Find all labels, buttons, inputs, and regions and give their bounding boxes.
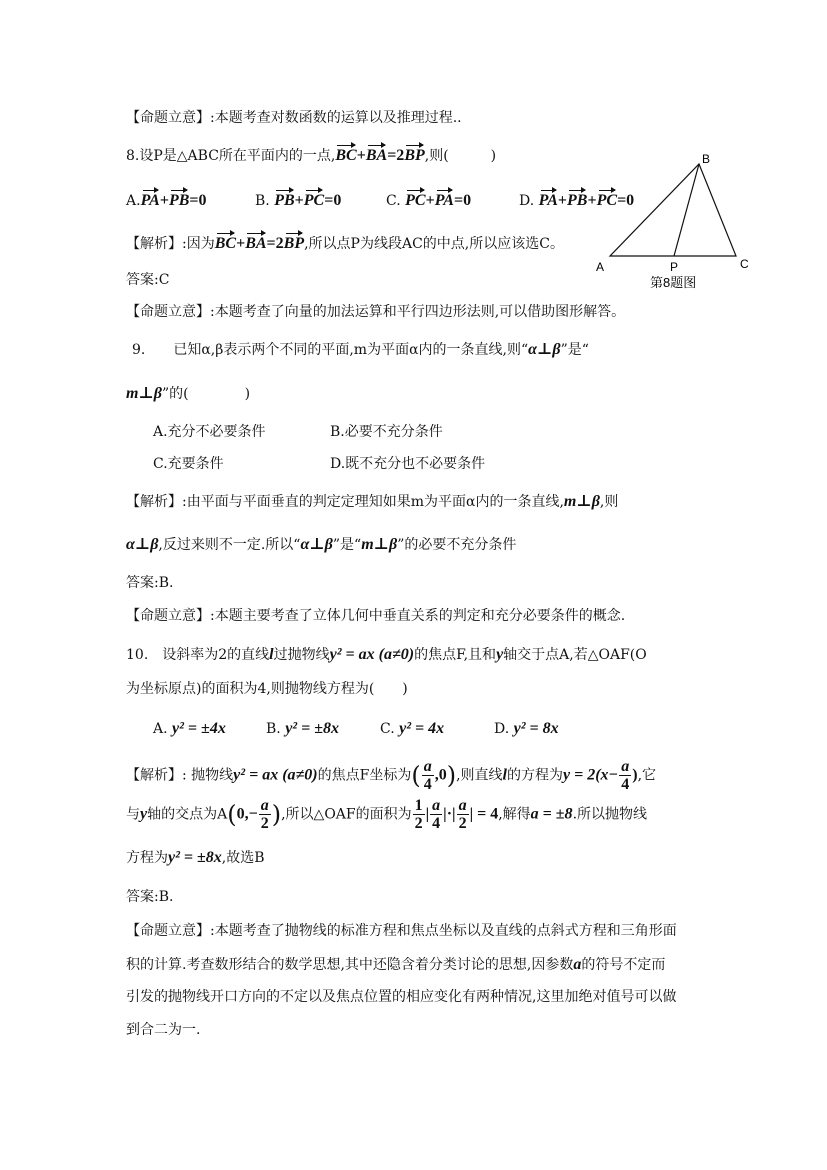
a-value: a = ±8 xyxy=(530,805,573,823)
line-equation: y = 2(x− xyxy=(563,766,619,784)
m-perp-beta: m⊥β xyxy=(361,536,398,553)
label-p: P xyxy=(670,260,679,274)
figure-caption: 第8题图 xyxy=(650,275,697,290)
option-d-equation: y² = 8x xyxy=(513,720,559,737)
solution-text: ,所以△OAF的面积为 xyxy=(281,806,412,823)
q9-stem-text: 9. 已知α,β表示两个不同的平面,m为平面α内的一条直线,则“ xyxy=(132,342,529,358)
question-9-stem-line1 xyxy=(132,340,589,360)
q8-prefix: 8.设P是△ABC所在平面内的一点, xyxy=(126,148,336,164)
question-10-intent-line3: 引发的抛物线开口方向的不定以及焦点位置的相应变化有两种情况,这里加绝对值号可以做 xyxy=(126,989,677,1005)
question-10-intent-line4: 到合二为一. xyxy=(126,1022,201,1038)
numerator: a xyxy=(621,758,630,775)
question-10-solution-line1 xyxy=(126,758,656,793)
label-b: B xyxy=(702,152,711,166)
solution-text: 的焦点F坐标为 xyxy=(317,767,412,784)
solution-text: 的方程为 xyxy=(507,767,563,784)
question-10-answer: 答案:B. xyxy=(126,889,174,905)
option-b-label: B. xyxy=(255,193,270,209)
frac-a-over-2 xyxy=(259,797,271,832)
m-perp-beta: m⊥β xyxy=(563,493,600,510)
vector-ba: BA xyxy=(245,235,267,252)
question-9-intent: 【命题立意】:本题主要考查了立体几何中垂直关系的判定和充分必要条件的概念. xyxy=(126,608,626,624)
vector-pb: PB xyxy=(567,192,588,209)
plus-sign: + xyxy=(356,147,366,164)
m-perp-beta: m⊥β xyxy=(126,385,162,402)
question-8-option-a xyxy=(126,191,207,211)
question-8-solution xyxy=(126,234,564,254)
question-8-intent: 【命题立意】:本题考查了向量的加法运算和平行四边形法则,可以借助图形解答。 xyxy=(126,304,626,320)
question-8-answer: 答案:C xyxy=(126,272,170,288)
parabola-result: y² = ±8x xyxy=(168,849,222,866)
parabola-equation: y² = ax (a≠0) xyxy=(233,766,318,784)
solution-text: 【解析】:由平面与平面垂直的判定定理知如果m为平面α内的一条直线, xyxy=(126,494,564,510)
plus-sign: + xyxy=(236,235,246,252)
denominator: 2 xyxy=(260,815,269,832)
plus-sign: + xyxy=(587,192,597,209)
triangle-abc xyxy=(610,164,736,256)
label-a: A xyxy=(596,260,605,274)
y-axis-var: y xyxy=(140,805,148,823)
equals-zero: =0 xyxy=(453,192,472,209)
question-8-option-b xyxy=(255,191,341,211)
option-c-label: C. xyxy=(380,721,395,737)
alpha-perp-beta: α⊥β xyxy=(300,536,333,553)
vector-pc: PC xyxy=(596,192,618,209)
denominator: 2 xyxy=(414,815,423,832)
solution-text: ,反过来则不一定.所以“ xyxy=(158,537,301,553)
coord-tail: ,0 xyxy=(434,766,447,784)
denominator: 2 xyxy=(458,815,467,832)
plus-sign: + xyxy=(557,192,568,209)
label-c: C xyxy=(740,257,749,271)
question-10-option-c xyxy=(380,719,444,739)
q8-suffix: ,则( ) xyxy=(424,148,497,164)
question-10-solution-line3 xyxy=(126,848,265,868)
question-8-stem xyxy=(126,146,496,166)
alpha-perp-beta: α⊥β xyxy=(528,341,561,358)
option-c-equation: y² = 4x xyxy=(399,720,445,737)
q10-stem-text: 的焦点F,且和 xyxy=(414,647,497,663)
equals-2: =2 xyxy=(387,147,405,164)
solution-text: 与 xyxy=(126,806,140,823)
frac-a-over-4 xyxy=(430,797,442,832)
solution-text: ”的必要不充分条件 xyxy=(397,537,517,553)
question-10-option-d xyxy=(494,719,559,739)
vector-bp: BP xyxy=(283,235,305,252)
plus-sign: + xyxy=(294,192,304,209)
solution-text: 轴的交点为A xyxy=(147,806,228,823)
line-l: l xyxy=(269,646,274,663)
equals-zero: =0 xyxy=(617,192,635,209)
question-9-solution-line1 xyxy=(126,492,618,512)
option-b-label: B. xyxy=(266,721,281,737)
q10-stem-text: 轴交于点A,若△OAF(O xyxy=(503,647,647,663)
paren: ( xyxy=(227,800,237,829)
intent-text: 的符号不定而 xyxy=(581,957,666,973)
question-10-solution-line2 xyxy=(126,797,647,832)
alpha-perp-beta: α⊥β xyxy=(126,536,159,553)
question-10-intent-line2 xyxy=(126,955,665,975)
question-10-option-a xyxy=(153,719,226,739)
question-9-option-a: A.充分不必要条件 xyxy=(153,424,266,440)
question-9-stem-line2 xyxy=(126,384,250,404)
q9-stem-text: ”的( ) xyxy=(162,386,251,402)
option-a-label: A. xyxy=(126,193,141,209)
vector-pa: PA xyxy=(140,192,160,209)
question-8-option-c xyxy=(386,191,471,211)
denominator: 4 xyxy=(423,776,432,793)
option-d-label: D. xyxy=(494,721,510,737)
option-a-label: A. xyxy=(153,721,168,737)
intent-text: 积的计算.考查数形结合的数学思想,其中还隐含着分类讨论的思想,因参数 xyxy=(126,957,574,973)
frac-a-over-4 xyxy=(619,758,631,793)
equals-zero: =0 xyxy=(324,192,342,209)
option-c-label: C. xyxy=(386,193,401,209)
paren: ) xyxy=(446,761,457,790)
line-l: l xyxy=(502,766,507,784)
vector-pa: PA xyxy=(434,192,454,209)
frac-a-over-2 xyxy=(457,797,469,832)
solution-text: ,它 xyxy=(637,767,657,784)
question-10-stem-line1 xyxy=(126,645,647,665)
solution-text: 方程为 xyxy=(126,850,168,866)
solution-label: 【解析】:因为 xyxy=(126,236,215,252)
numerator: a xyxy=(260,797,269,814)
vector-pc: PC xyxy=(303,192,325,209)
equals-2: =2 xyxy=(266,235,284,252)
vector-ba: BA xyxy=(365,147,388,164)
solution-text: ,则直线 xyxy=(456,767,503,784)
intent-line-q7: 【命题立意】:本题考查对数函数的运算以及推理过程.. xyxy=(126,110,462,126)
solution-text: 【解析】: 抛物线 xyxy=(126,767,234,784)
vector-bp: BP xyxy=(404,147,425,164)
frac-a-over-4 xyxy=(422,758,434,793)
option-a-equation: y² = ±4x xyxy=(172,720,226,737)
option-d-label: D. xyxy=(519,193,535,209)
vector-pa: PA xyxy=(538,192,558,209)
question-10-stem-line2: 为坐标原点)的面积为4,则抛物线方程为( ) xyxy=(126,681,408,697)
solution-text: ,故选B xyxy=(221,850,265,866)
solution-text: ”是“ xyxy=(332,537,362,553)
plus-sign: + xyxy=(425,192,435,209)
question-10-intent-line1: 【命题立意】:本题考查了抛物线的标准方程和焦点坐标以及直线的点斜式方程和三角形面 xyxy=(126,923,677,939)
solution-text: ,解得 xyxy=(498,806,531,823)
numerator: a xyxy=(423,758,432,775)
option-b-equation: y² = ±8x xyxy=(285,720,339,737)
equals-zero: =0 xyxy=(189,192,207,209)
abs-bar: |·| xyxy=(443,805,456,823)
denominator: 4 xyxy=(432,815,441,832)
parabola-equation: y² = ax (a≠0) xyxy=(329,646,415,663)
plus-sign: + xyxy=(159,192,169,209)
q10-stem-text: 过抛物线 xyxy=(273,647,330,663)
solution-text: .所以抛物线 xyxy=(572,806,648,823)
segment-bp xyxy=(674,164,699,256)
vector-pb: PB xyxy=(168,192,190,209)
abs-bar: | xyxy=(425,805,430,823)
y-axis-var: y xyxy=(496,646,504,663)
triangle-figure xyxy=(590,150,760,290)
paren: ) xyxy=(632,766,638,784)
paren: ) xyxy=(271,800,282,829)
solution-text: ,所以点P为线段AC的中点,所以应该选C。 xyxy=(304,236,564,252)
question-9-solution-line2 xyxy=(126,535,516,555)
solution-text: ,则 xyxy=(599,494,619,510)
question-10-option-b xyxy=(266,719,339,739)
param-a: a xyxy=(573,956,582,973)
question-9-option-d: D.既不充分也不必要条件 xyxy=(330,456,486,472)
frac-one-half xyxy=(413,797,425,832)
q9-stem-text: ”是“ xyxy=(560,342,589,358)
coord-head: 0,− xyxy=(236,805,258,823)
denominator: 4 xyxy=(621,776,630,793)
q10-stem-text: 10. 设斜率为2的直线 xyxy=(126,647,270,663)
question-9-answer: 答案:B. xyxy=(126,575,174,591)
vector-pb: PB xyxy=(274,192,295,209)
paren: ( xyxy=(411,761,421,790)
numerator: a xyxy=(458,797,467,814)
vector-bc: BC xyxy=(214,235,237,252)
numerator: a xyxy=(432,797,441,814)
vector-pc: PC xyxy=(405,192,426,209)
numerator: 1 xyxy=(414,797,423,814)
question-9-option-c: C.充要条件 xyxy=(153,456,224,472)
abs-bar-equals: | = 4 xyxy=(469,805,499,823)
question-9-option-b: B.必要不充分条件 xyxy=(330,424,443,440)
vector-bc: BC xyxy=(335,147,357,164)
